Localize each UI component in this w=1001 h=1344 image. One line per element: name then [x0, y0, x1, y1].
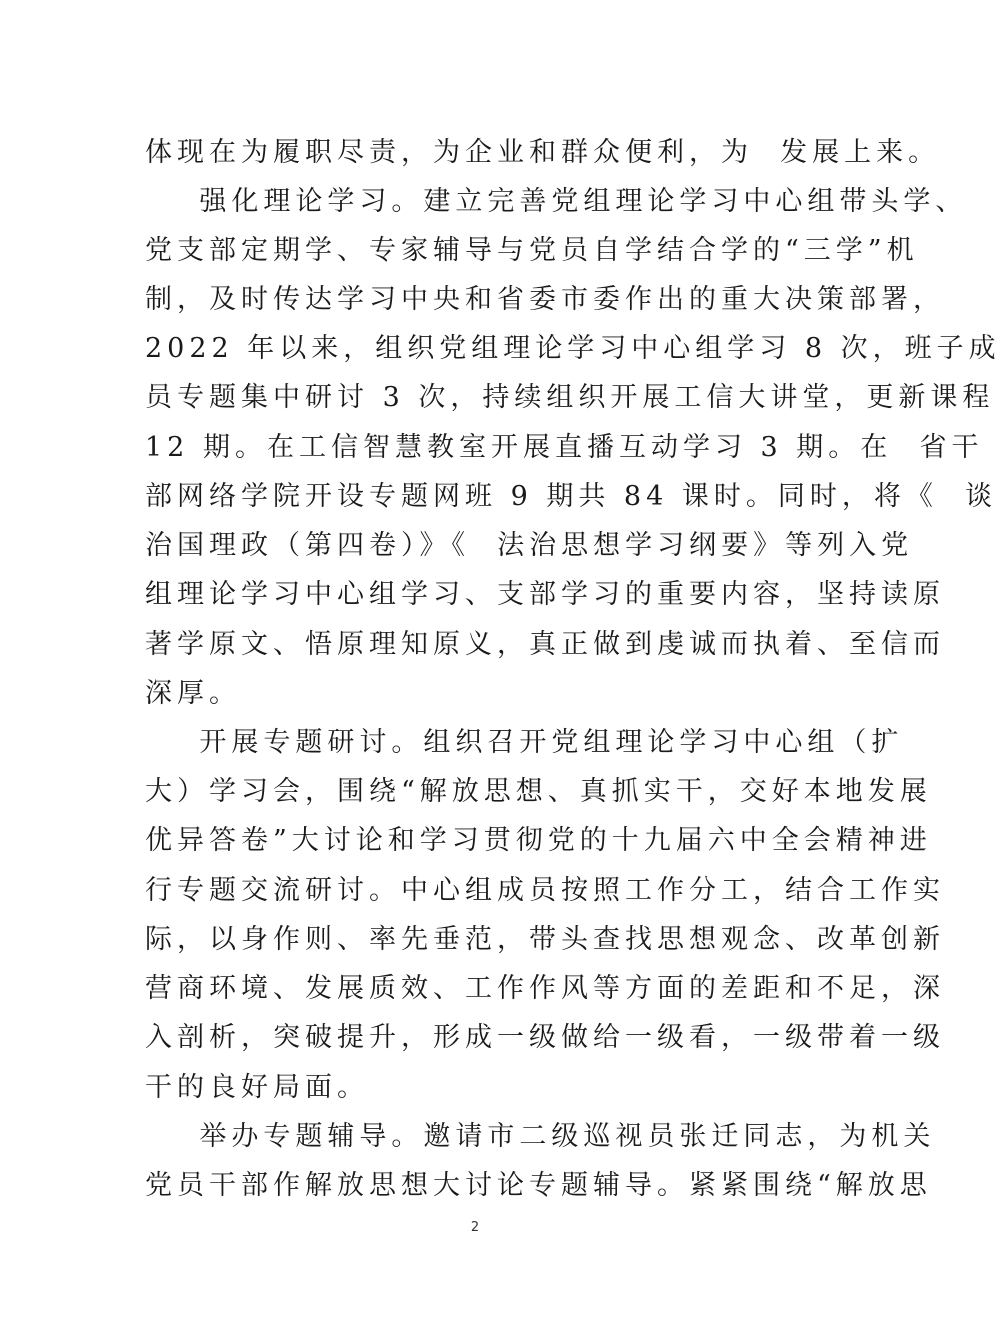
text-line: 治国理政（第四卷）》《 法治思想学习纲要》等列入党	[145, 530, 914, 561]
text-line: 大）学习会，围绕“解放思想、真抓实干，交好本地发展	[145, 776, 932, 807]
text-line: 深厚。	[145, 678, 241, 709]
text-line: 入剖析，突破提升，形成一级做给一级看，一级带着一级	[145, 1022, 945, 1053]
text-line: 2022 年以来，组织党组理论学习中心组学习 8 次，班子成	[145, 333, 1001, 364]
text-line: 著学原文、悟原理知原义，真正做到虔诚而执着、至信而	[145, 629, 945, 660]
text-line: 党支部定期学、专家辅导与党员自学结合学的“三学”机	[145, 235, 919, 266]
text-line: 部网络学院开设专题网班 9 期共 84 课时。同时，将《 谈	[145, 481, 998, 512]
text-line: 12 期。在工信智慧教室开展直播互动学习 3 期。在 省干	[145, 432, 984, 463]
text-line: 优异答卷”大讨论和学习贯彻党的十九届六中全会精神进	[145, 825, 932, 856]
page-number: 2	[470, 1220, 480, 1235]
text-line: 举办专题辅导。邀请市二级巡视员张迁同志，为机关	[145, 1121, 936, 1152]
text-line: 员专题集中研讨 3 次，持续组织开展工信大讲堂，更新课程	[145, 382, 995, 413]
text-line: 组理论学习中心组学习、支部学习的重要内容，坚持读原	[145, 579, 945, 610]
text-line: 际，以身作则、率先垂范，带头查找思想观念、改革创新	[145, 924, 945, 955]
text-line: 营商环境、发展质效、工作作风等方面的差距和不足，深	[145, 973, 945, 1004]
text-line: 体现在为履职尽责，为企业和群众便利，为 发展上来。	[145, 137, 941, 168]
text-line: 制，及时传达学习中央和省委市委作出的重大决策部署，	[145, 284, 945, 315]
text-line: 党员干部作解放思想大讨论专题辅导。紧紧围绕“解放思	[145, 1170, 932, 1201]
text-line: 强化理论学习。建立完善党组理论学习中心组带头学、	[145, 186, 968, 217]
text-line: 开展专题研讨。组织召开党组理论学习中心组（扩	[145, 727, 904, 758]
text-line: 干的良好局面。	[145, 1072, 369, 1103]
text-line: 行专题交流研讨。中心组成员按照工作分工，结合工作实	[145, 875, 945, 906]
